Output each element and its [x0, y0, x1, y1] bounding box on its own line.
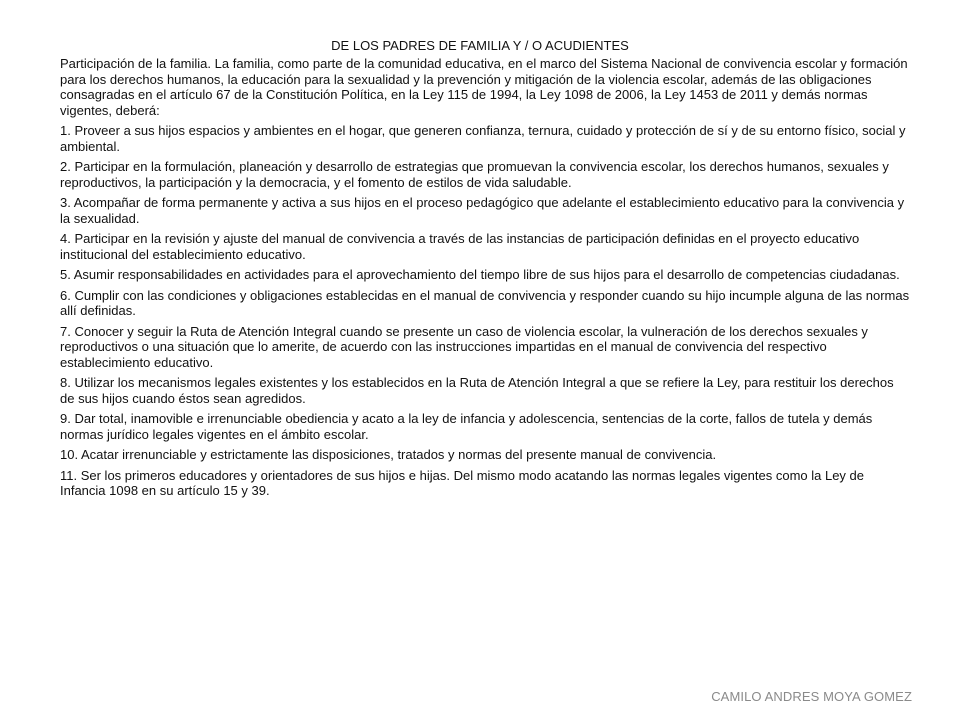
author-footer: CAMILO ANDRES MOYA GOMEZ	[711, 689, 912, 704]
list-item: 1. Proveer a sus hijos espacios y ambientes en el hogar, que generen confianza, ternura, cuidado y protección de sí y de su entorno físico, social y ambiental.	[60, 123, 906, 154]
list-item: 2. Participar en la formulación, planeación y desarrollo de estrategias que promuevan la convivencia escolar, los derechos humanos, sexuales y reproductivos, la participación y la democracia, y el fomento de estilos de vida saludable.	[60, 159, 889, 190]
list-item: 6. Cumplir con las condiciones y obligaciones establecidas en el manual de convivencia y responder cuando su hijo incumple alguna de las normas allí definidas.	[60, 287, 910, 318]
list-item: 7. Conocer y seguir la Ruta de Atención Integral cuando se presente un caso de violencia escolar, la vulneración de los derechos sexuales y reproductivos o una situación que lo amerite, de acuerdo con las instrucciones impartidas en el manual de convivencia del respectivo establecimiento educativo.	[60, 323, 868, 370]
list-item: 4. Participar en la revisión y ajuste del manual de convivencia a través de las instancias de participación definidas en el proyecto educativo institucional del establecimiento educativo.	[60, 231, 860, 262]
list-item: 9. Dar total, inamovible e irrenunciable obediencia y acato a la ley de infancia y adolescencia, sentencias de la corte, fallos de tutela y demás normas jurídico legales vigentes en el ámbito escolar.	[60, 411, 873, 442]
list-item: 8. Utilizar los mecanismos legales existentes y los establecidos en la Ruta de Atención Integral a que se refiere la Ley, para restituir los derechos de sus hijos cuando éstos sean agredidos.	[60, 375, 894, 406]
list-item: 5. Asumir responsabilidades en actividades para el aprovechamiento del tiempo libre de sus hijos para el desarrollo de competencias ciudadanas.	[60, 267, 900, 282]
list-item: 10. Acatar irrenunciable y estrictamente las disposiciones, tratados y normas del presente manual de convivencia.	[60, 447, 717, 462]
slide-title: DE LOS PADRES DE FAMILIA Y / O ACUDIENTES	[331, 38, 629, 53]
slide-body	[60, 56, 910, 504]
list-item: 11. Ser los primeros educadores y orientadores de sus hijos e hijas. Del mismo modo acatando las normas legales vigentes como la Ley de Infancia 1098 en su artículo 15 y 39.	[60, 467, 865, 498]
intro-paragraph: Participación de la familia. La familia, como parte de la comunidad educativa, en el marco del Sistema Nacional de convivencia escolar y formación para los derechos humanos, la educación para la sexualidad y la prevención y mitigación de la violencia escolar, además de las obligaciones consagradas en el artículo 67 de la Constitución Política, en la Ley 115 de 1994, la Ley 1098 de 2006, la Ley 1453 de 2011 y demás normas vigentes, deberá:	[60, 56, 908, 118]
list-item: 3. Acompañar de forma permanente y activa a sus hijos en el proceso pedagógico que adelante el establecimiento educativo para la convivencia y la sexualidad.	[60, 195, 905, 226]
